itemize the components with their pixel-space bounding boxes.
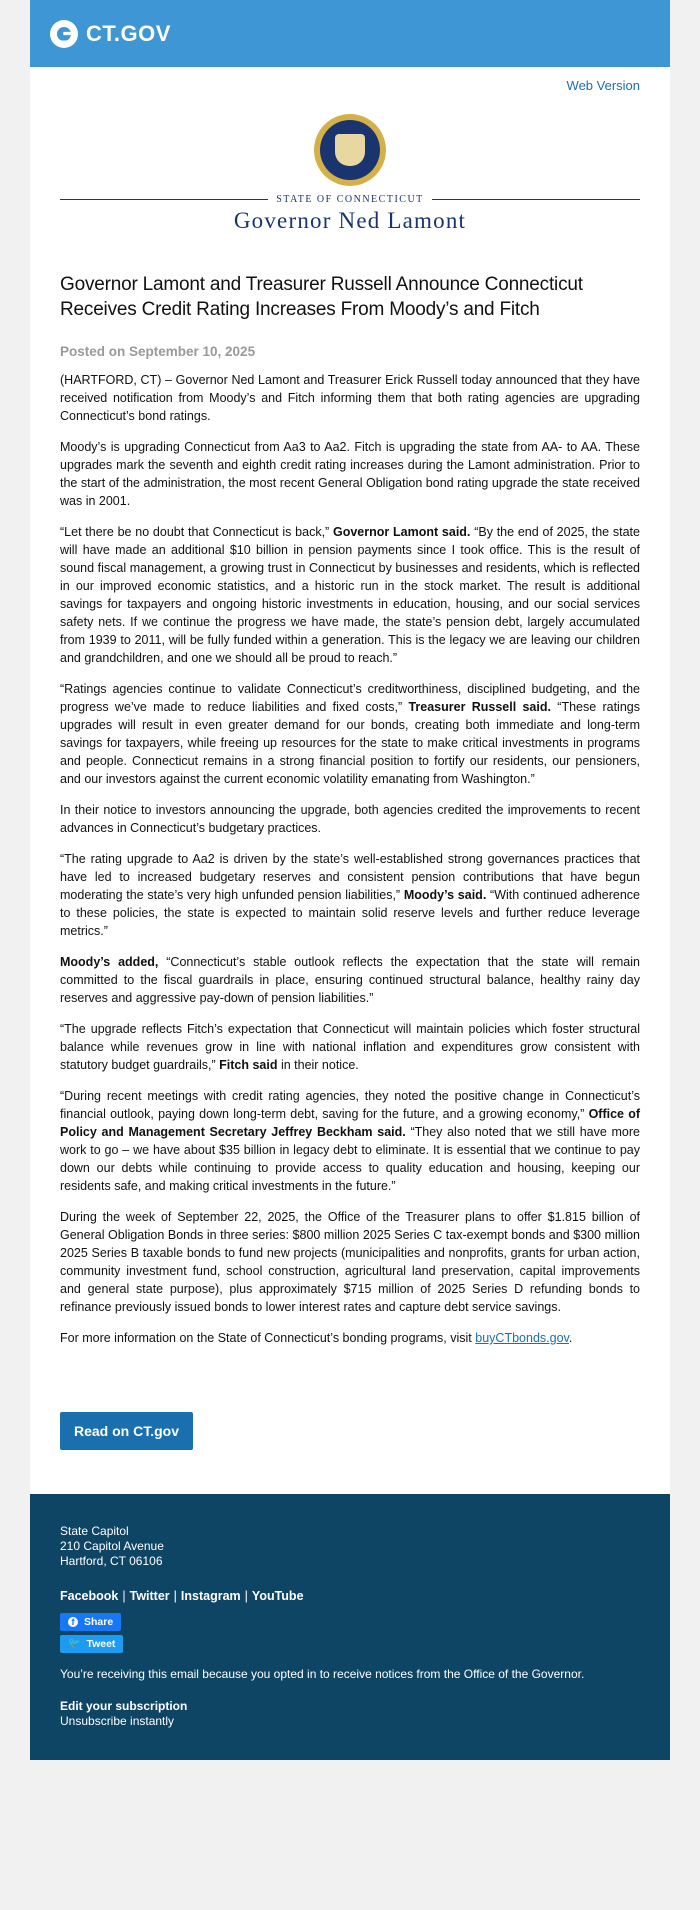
- more-info-paragraph: For more information on the State of Connecticut’s bonding programs, visit buyCTbonds.gov.: [60, 1331, 573, 1345]
- paragraph: “Let there be no doubt that Connecticut is back,” Governor Lamont said. “By the end of 2025, the state will have made an additional $10 billion in pension payments since I took office. This is the result of sound fiscal management, a growing trust in Connecticut by businesses and residents, which is reflected in our improved economic statistics, and a historic run in the stock market. The result is additional savings for taxpayers and ongoing historic investments in education, housing, and our social services safety nets. If we continue the progress we have made, the state’s pension debt, largely accumulated from 1939 to 2011, will be fully funded within a generation. This is the legacy we are leaving our children and grandchildren, and one we should all be proud to reach.”: [60, 525, 640, 665]
- web-version-link[interactable]: Web Version: [566, 78, 640, 93]
- footer: [30, 1494, 670, 1760]
- edit-subscription-link[interactable]: Edit your subscription: [60, 1698, 188, 1713]
- social-links: Facebook | Twitter | Instagram | YouTube: [60, 1588, 304, 1603]
- state-seal-icon: [314, 114, 386, 186]
- posted-date: Posted on September 10, 2025: [60, 344, 256, 359]
- state-row: [60, 194, 640, 205]
- ct-logo-icon: [50, 20, 78, 48]
- buyctbonds-link[interactable]: buyCTbonds.gov: [475, 1331, 569, 1345]
- subscription-links: [60, 1699, 640, 1729]
- paragraph: “The upgrade reflects Fitch’s expectation that Connecticut will maintain policies which foster structural balance while revenues grow in line with national inflation and expenditures grow consistent with statutory budget guardrails,” Fitch said in their notice.: [60, 1022, 640, 1072]
- twitter-link[interactable]: Twitter: [129, 1588, 170, 1603]
- page-title: Governor Lamont and Treasurer Russell Announce Connecticut Receives Credit Rating Increases From Moody’s and Fitch: [60, 274, 583, 320]
- main-content: [30, 67, 670, 1494]
- header-bar: [30, 0, 670, 67]
- twitter-icon: 🐦: [68, 1638, 81, 1649]
- facebook-share-button[interactable]: f Share: [60, 1613, 121, 1631]
- paragraph: “During recent meetings with credit rating agencies, they noted the positive change in Connecticut’s financial outlook, paying down long-term debt, saving for the future, and a growing economy,” Office of Policy and Management Secretary Jeffrey Beckham said. “They also noted that we still have more work to go – we have about $35 billion in legacy debt to eliminate. It is essential that we continue to pay down our debts while continuing to provide access to quality education and housing, keeping our residents safe, and making critical investments in the future.”: [60, 1089, 641, 1193]
- seal-wrap: [60, 103, 640, 186]
- facebook-link[interactable]: Facebook: [60, 1588, 119, 1603]
- share-buttons: [60, 1613, 640, 1653]
- paragraph: During the week of September 22, 2025, the Office of the Treasurer plans to offer $1.815 billion of General Obligation Bonds in three series: $800 million 2025 Series C tax-exempt bonds and $300 million 2025 Series B taxable bonds to fund new projects (municipalities and nonprofits, grants for urban action, community investment fund, school construction, agricultural land preservation, capital improvements and general state purpose), plus approximately $715 million of 2025 Series D refunding bonds to refinance previously issued bonds to lower interest rates and capture debt service savings.: [60, 1210, 640, 1314]
- unsubscribe-link[interactable]: Unsubscribe instantly: [60, 1713, 175, 1728]
- web-version-row: [60, 67, 640, 103]
- logo-text: CT.GOV: [86, 20, 171, 46]
- cta-area: [60, 1360, 640, 1494]
- facebook-icon: f: [68, 1617, 78, 1627]
- paragraph: “Ratings agencies continue to validate Connecticut’s creditworthiness, disciplined budgeting, and the progress we’ve made to reduce liabilities and fixed costs,” Treasurer Russell said. “These ratings upgrades will result in even greater demand for our bonds, creating both immediate and long-term savings for taxpayers, while freeing up resources for the state to make critical investments in programs and people. Connecticut remains in a strong financial position to fortify our residents, our pensioners, and our investors against the current economic volatility emanating from Washington.”: [60, 682, 640, 786]
- paragraph: (HARTFORD, CT) – Governor Ned Lamont and Treasurer Erick Russell today announced that they have received notification from Moody’s and Fitch informing them that both rating agencies are upgrading Connecticut’s bond ratings.: [60, 373, 640, 423]
- divider: [60, 199, 268, 200]
- address: State Capitol 210 Capitol Avenue Hartford, CT 06106: [60, 1523, 164, 1568]
- email-container: [30, 0, 670, 1760]
- divider: [432, 199, 640, 200]
- paragraph: Moody’s is upgrading Connecticut from Aa3 to Aa2. Fitch is upgrading the state from AA- to AA. These upgrades mark the seventh and eighth credit rating increases during the Lamont administration. Prior to the start of the administration, the most recent General Obligation bond rating upgrade the state received was in 2001.: [60, 440, 640, 508]
- read-on-ctgov-button[interactable]: Read on CT.gov: [60, 1412, 193, 1450]
- instagram-link[interactable]: Instagram: [180, 1588, 241, 1603]
- subscription-notice: You’re receiving this email because you opted in to receive notices from the Office of the Governor.: [60, 1666, 585, 1681]
- paragraph: Moody’s added, “Connecticut’s stable outlook reflects the expectation that the state will remain committed to the fiscal guardrails in place, ensuring continued structural balance, healthy rainy day reserves and aggressive pay-down of pension liabilities.”: [60, 955, 640, 1005]
- paragraph: In their notice to investors announcing the upgrade, both agencies credited the improvements to recent advances in Connecticut’s budgetary practices.: [60, 803, 640, 835]
- youtube-link[interactable]: YouTube: [251, 1588, 304, 1603]
- paragraph: “The rating upgrade to Aa2 is driven by the state’s well-established strong governances practices that have led to increased budgetary reserves and consistent pension contributions that have begun moderating the state’s very high unfunded pension liabilities,” Moody’s said. “With continued adherence to these policies, the state is expected to maintain solid reserve levels and further reduce leverage metrics.”: [60, 852, 640, 938]
- governor-name: Governor Ned Lamont: [233, 208, 467, 233]
- article-body: [60, 371, 640, 1347]
- ctgov-logo[interactable]: [50, 20, 171, 48]
- state-label: STATE OF CONNECTICUT: [276, 194, 424, 205]
- twitter-tweet-button[interactable]: 🐦 Tweet: [60, 1635, 123, 1653]
